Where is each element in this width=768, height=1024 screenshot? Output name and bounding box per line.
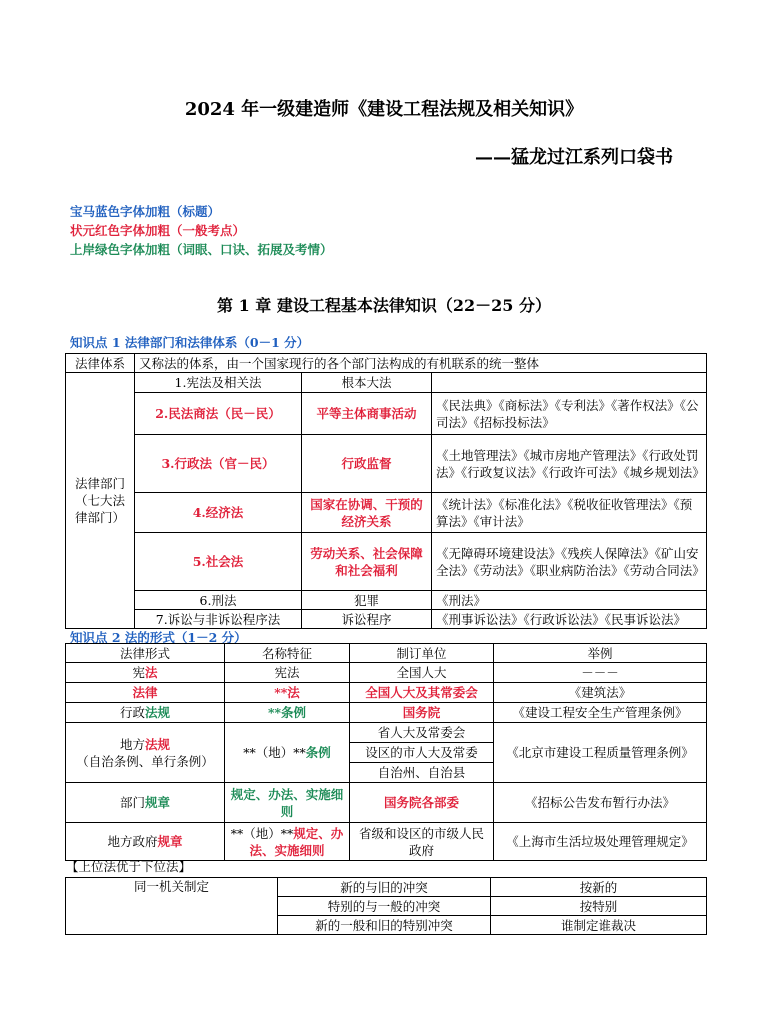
table-row (66, 878, 707, 897)
issuing-body: 国务院各部委 (350, 783, 494, 823)
table-row (66, 610, 707, 629)
legal-system-definition: 又称法的体系，由一个国家现行的各个部门法构成的有机联系的统一整体 (135, 354, 707, 373)
dept-examples (432, 373, 707, 393)
table-row (66, 373, 707, 393)
table-header-row (66, 644, 707, 663)
law-form-keyword: 法 (145, 665, 158, 680)
table-row (66, 683, 707, 703)
example: －－－ (494, 663, 707, 683)
law-form-keyword: 规章 (145, 795, 171, 810)
name-feature-prefix: **（地）** (243, 745, 306, 760)
knowledge-point-2-title: 知识点 2 法的形式（1－2 分） (70, 630, 247, 645)
law-form-note: （自治条例、单行条例） (76, 753, 214, 769)
dept-feature: 劳动关系、社会保障和社会福利 (302, 533, 432, 591)
law-form-prefix: 部门 (119, 795, 145, 810)
law-form (66, 783, 225, 823)
law-form-prefix: 宪 (132, 665, 145, 680)
dept-name: 1.宪法及相关法 (135, 373, 302, 393)
issuing-body: 省级和设区的市级人民政府 (350, 823, 494, 861)
dept-examples: 《无障碍环境建设法》《残疾人保障法》《矿山安全法》《劳动法》《职业病防治法》《劳动合同法》 (432, 533, 707, 591)
issuing-body: 全国人大及其常委会 (350, 683, 494, 703)
dept-examples: 《土地管理法》《城市房地产管理法》《行政处罚法》《行政复议法》《行政许可法》《城乡规划法》 (432, 435, 707, 493)
name-feature: **条例 (225, 703, 350, 723)
name-feature (225, 723, 350, 783)
dept-name: 3.行政法（官－民） (135, 435, 302, 493)
example: 《建设工程安全生产管理条例》 (494, 703, 707, 723)
legend-green-line: 上岸绿色字体加粗（词眼、口诀、拓展及考情） (70, 242, 333, 257)
conflict-rule: 按特别 (491, 897, 707, 916)
issuing-body: 自治州、自治县 (350, 763, 494, 783)
issuing-body: 国务院 (350, 703, 494, 723)
dept-name: 2.民法商法（民－民） (135, 393, 302, 435)
dept-examples: 《统计法》《标准化法》《税收征收管理法》《预算法》《审计法》 (432, 493, 707, 533)
dept-feature: 诉讼程序 (302, 610, 432, 629)
dept-feature: 国家在协调、干预的经济关系 (302, 493, 432, 533)
conflict-type: 特别的与一般的冲突 (278, 897, 491, 916)
law-form: 法律 (66, 683, 225, 703)
page-subtitle: ——猛龙过江系列口袋书 (475, 147, 673, 168)
issuing-body: 设区的市人大及常委 (350, 743, 494, 763)
dept-examples: 《民法典》《商标法》《专利法》《著作权法》《公司法》《招标投标法》 (432, 393, 707, 435)
name-feature-keyword: 规定、办法、实施细则 (249, 825, 344, 858)
law-form-prefix: 地方政府 (107, 834, 158, 849)
legend-red-line: 状元红色字体加粗（一般考点） (70, 223, 246, 238)
table-row (66, 783, 707, 823)
law-form-keyword: 法规 (145, 736, 171, 752)
conflict-rule: 谁制定谁裁决 (491, 916, 707, 935)
column-header: 名称特征 (225, 644, 350, 663)
dept-feature: 根本大法 (302, 373, 432, 393)
table-row (66, 533, 707, 591)
dept-feature: 平等主体商事活动 (302, 393, 432, 435)
name-feature: **法 (225, 683, 350, 703)
example: 《上海市生活垃圾处理管理规定》 (494, 823, 707, 861)
legal-system-table (65, 353, 707, 629)
conflict-rule: 按新的 (491, 878, 707, 897)
table-row (66, 435, 707, 493)
superior-law-note: 【上位法优于下位法】 (66, 859, 192, 874)
table-row (66, 393, 707, 435)
example: 《建筑法》 (494, 683, 707, 703)
law-form (66, 823, 225, 861)
dept-name: 5.社会法 (135, 533, 302, 591)
page-title: 2024 年一级建造师《建设工程法规及相关知识》 (184, 99, 584, 120)
dept-feature: 犯罪 (302, 591, 432, 610)
chapter-title: 第 1 章 建设工程基本法律知识（22－25 分） (217, 296, 551, 315)
table-row (66, 723, 707, 743)
dept-name: 4.经济法 (135, 493, 302, 533)
law-form-prefix: 地方 (119, 736, 145, 752)
conflict-rules-table (65, 877, 707, 935)
law-form-keyword: 法规 (145, 705, 171, 720)
table-row (66, 354, 707, 373)
law-form (66, 663, 225, 683)
law-form (66, 723, 225, 783)
table-row (66, 703, 707, 723)
legend-blue-line: 宝马蓝色字体加粗（标题） (70, 204, 221, 219)
same-organ-label: 同一机关制定 (66, 878, 278, 935)
law-forms-table (65, 643, 707, 861)
column-header: 举例 (494, 644, 707, 663)
knowledge-point-1-title: 知识点 1 法律部门和法律体系（0－1 分） (70, 335, 310, 350)
table-row (66, 823, 707, 861)
issuing-body: 省人大及常委会 (350, 723, 494, 743)
conflict-type: 新的与旧的冲突 (278, 878, 491, 897)
dept-examples: 《刑法》 (432, 591, 707, 610)
column-header: 制订单位 (350, 644, 494, 663)
dept-feature: 行政监督 (302, 435, 432, 493)
dept-name: 7.诉讼与非诉讼程序法 (135, 610, 302, 629)
name-feature (225, 823, 350, 861)
table-row (66, 493, 707, 533)
law-form-prefix: 行政 (119, 705, 145, 720)
legal-department-label: 法律部门（七大法律部门） (66, 373, 135, 629)
column-header: 法律形式 (66, 644, 225, 663)
example: 《北京市建设工程质量管理条例》 (494, 723, 707, 783)
table-row (66, 663, 707, 683)
law-form-keyword: 规章 (157, 834, 183, 849)
legal-system-label: 法律体系 (66, 354, 135, 373)
name-feature: 规定、办法、实施细则 (225, 783, 350, 823)
law-form (66, 703, 225, 723)
dept-examples: 《刑事诉讼法》《行政诉讼法》《民事诉讼法》 (432, 610, 707, 629)
conflict-type: 新的一般和旧的特别冲突 (278, 916, 491, 935)
example: 《招标公告发布暂行办法》 (494, 783, 707, 823)
table-row (66, 591, 707, 610)
name-feature-prefix: **（地）** (230, 825, 294, 841)
name-feature-keyword: 条例 (305, 745, 331, 760)
dept-name: 6.刑法 (135, 591, 302, 610)
issuing-body: 全国人大 (350, 663, 494, 683)
name-feature: 宪法 (225, 663, 350, 683)
